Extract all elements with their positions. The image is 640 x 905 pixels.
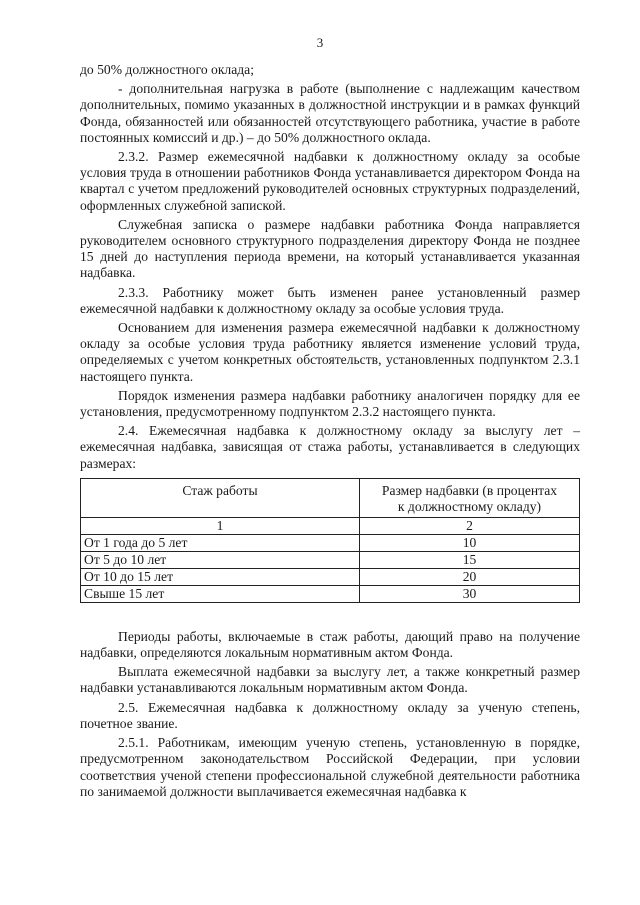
paragraph: - дополнительная нагрузка в работе (выполнение с надлежащим качеством дополнительных, помимо указанных в должностной инструкции и в рамках функций Фонда, обязанностей или обязанностей отсутствующего работника, участие в работе постоянных комиссий и др.) – до 50% должностного оклада. [80,81,580,145]
index-cell-1: 1 [81,517,360,534]
seniority-bonus-table [80,478,580,603]
table-row [81,534,580,551]
period-cell: От 5 до 10 лет [81,551,360,568]
table-header-row [81,478,580,517]
table-row [81,568,580,585]
period-cell: Свыше 15 лет [81,585,360,602]
paragraph: 2.4. Ежемесячная надбавка к должностному окладу за выслугу лет – ежемесячная надбавка, зависящая от стажа работы, устанавливается в следующих размерах: [80,423,580,471]
percent-cell: 10 [360,534,580,551]
percent-cell: 30 [360,585,580,602]
paragraph: 2.3.3. Работнику может быть изменен ранее установленный размер ежемесячной надбавки к должностному окладу за особые условия труда. [80,284,580,316]
paragraph: Выплата ежемесячной надбавки за выслугу лет, а также конкретный размер надбавки устанавливаются локальным нормативным актом Фонда. [80,664,580,696]
paragraph: 2.5.1. Работникам, имеющим ученую степень, установленную в порядке, предусмотренном законодательством Российской Федерации, при условии соответствия ученой степени профессиональной служебной деятельности работника по занимаемой должности выплачивается ежемесячная надбавка к [80,735,580,799]
paragraph: 2.5. Ежемесячная надбавка к должностному окладу за ученую степень, почетное звание. [80,699,580,731]
period-cell: От 10 до 15 лет [81,568,360,585]
paragraph: Порядок изменения размера надбавки работнику аналогичен порядку для ее установления, предусмотренному подпунктом 2.3.2 настоящего пункта. [80,387,580,420]
header-bonus-size-line2: к должностному окладу) [397,498,542,514]
page-number: 3 [316,35,324,50]
percent-cell: 15 [360,551,580,568]
index-cell-2: 2 [360,517,580,534]
paragraph: Основанием для изменения размера ежемесячной надбавки к должностному окладу за особые условия труда работнику является изменение условий труда, определяемых с учетом конкретных обстоятельств, установленных подпунктом 2.3.1 настоящего пункта. [80,320,580,384]
paragraph: Периоды работы, включаемые в стаж работы, дающий право на получение надбавки, определяются локальным нормативным актом Фонда. [80,628,580,661]
table-index-row [81,517,580,534]
percent-cell: 20 [360,568,580,585]
period-cell: От 1 года до 5 лет [81,534,360,551]
header-bonus-size-line1: Размер надбавки (в процентах [381,482,558,498]
table-row [81,585,580,602]
paragraph: до 50% должностного оклада; [80,62,254,77]
header-bonus-size [360,478,580,517]
paragraph: Служебная записка о размере надбавки работника Фонда направляется руководителем основного структурного подразделения директору Фонда не позднее 15 дней до наступления периода времени, на который устанавливается указанная надбавка. [80,216,580,281]
document-body [80,62,580,803]
table-row [81,551,580,568]
header-experience: Стаж работы [81,478,360,517]
paragraph: 2.3.2. Размер ежемесячной надбавки к должностному окладу за особые условия труда в отношении работников Фонда устанавливается директором Фонда на квартал с учетом предложений руководителей основных структурных подразделений, оформленных служебной запиской. [80,149,580,213]
